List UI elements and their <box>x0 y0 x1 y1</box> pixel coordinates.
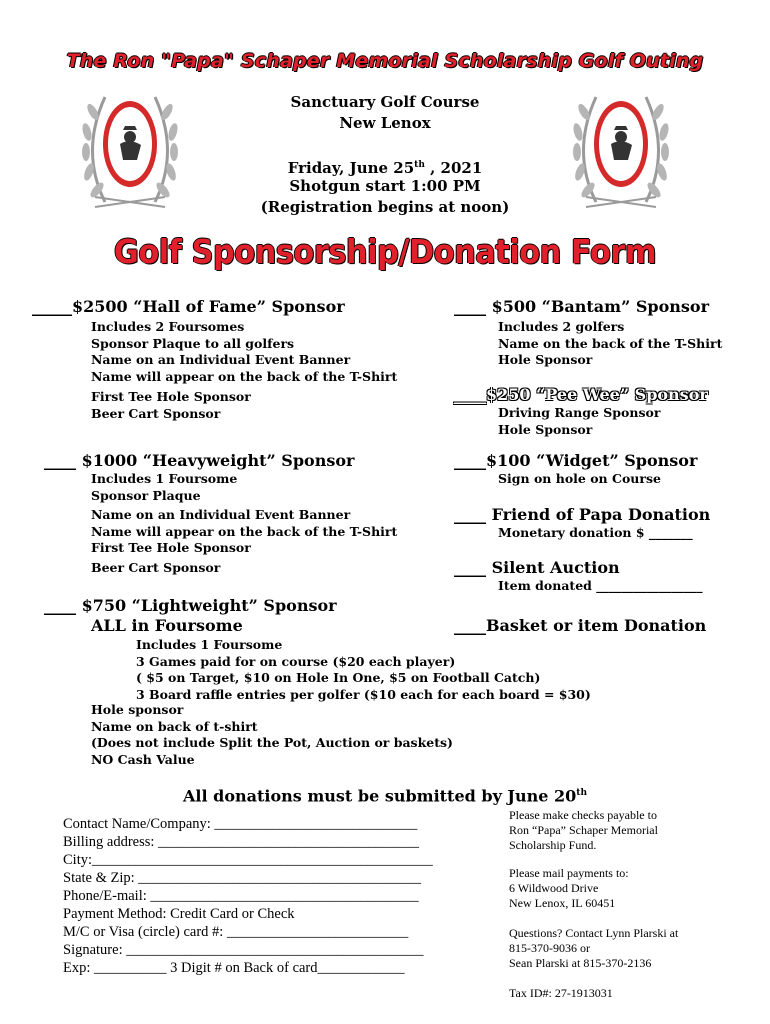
lightweight-extra-benefits <box>91 702 453 768</box>
list-item: Name on the back of the T-Shirt <box>498 335 723 351</box>
shotgun-start: Shotgun start 1:00 PM <box>289 177 481 195</box>
info-line: New Lenox, IL 60451 <box>509 896 616 910</box>
venue-city: New Lenox <box>339 114 431 132</box>
list-item: Hole Sponsor <box>498 421 593 437</box>
contact-name-field[interactable]: Contact Name/Company: ____________________________ <box>63 816 418 832</box>
outing-title: The Ron "Papa" Schaper Memorial Scholarship Golf Outing <box>66 50 704 72</box>
lightweight-benefits <box>136 637 591 703</box>
list-item: Sponsor Plaque to all golfers <box>91 335 295 351</box>
questions-contact-info <box>509 926 678 971</box>
list-item: 3 Games paid for on course ($20 each player) <box>136 653 456 669</box>
list-item: ( $5 on Target, $10 on Hole In One, $5 on Football Catch) <box>136 670 541 685</box>
info-line: Please mail payments to: <box>509 866 629 880</box>
friend-of-papa-field[interactable] <box>498 525 693 542</box>
list-item: Includes 2 golfers <box>498 319 625 334</box>
list-item: Beer Cart Sponsor <box>91 559 221 575</box>
item-donated-field[interactable]: Item donated _________________ <box>498 578 703 593</box>
list-item: (Does not include Split the Pot, Auction or baskets) <box>91 735 453 750</box>
signature-field[interactable]: Signature: _________________________________________ <box>63 942 424 958</box>
tax-id: Tax ID#: 27-1913031 <box>509 986 613 1000</box>
check-payable-info <box>509 808 658 853</box>
info-line: Please make checks payable to <box>509 808 657 822</box>
info-line: 6 Wildwood Drive <box>509 881 599 895</box>
hall-of-fame-heading[interactable]: _____$2500 “Hall of Fame” Sponsor <box>32 297 345 316</box>
form-title: Golf Sponsorship/Donation Form <box>113 232 657 271</box>
mailing-address-info <box>509 866 629 911</box>
contact-form[interactable] <box>63 815 433 977</box>
heavyweight-heading[interactable]: ____ $1000 “Heavyweight” Sponsor <box>44 451 355 470</box>
list-item: Includes 2 Foursomes <box>91 319 245 334</box>
list-item: Sign on hole on Course <box>498 471 661 486</box>
basket-donation-heading[interactable]: ____Basket or item Donation <box>454 616 707 635</box>
bantam-heading[interactable]: ____ $500 “Bantam” Sponsor <box>454 297 710 316</box>
list-item: 3 Board raffle entries per golfer ($10 each for each board = $30) <box>136 686 591 702</box>
bantam-benefits <box>498 319 722 369</box>
info-line: 815-370-9036 or <box>509 941 590 955</box>
list-item: Name on an Individual Event Banner <box>91 507 351 522</box>
friend-of-papa-heading[interactable]: ____ Friend of Papa Donation <box>454 505 711 524</box>
list-item: Sponsor Plaque <box>91 487 201 503</box>
widget-heading[interactable]: ____$100 “Widget” Sponsor <box>454 451 698 470</box>
hall-of-fame-benefits <box>91 319 397 422</box>
info-line: Ron “Papa” Schaper Memorial <box>509 823 658 837</box>
list-item: Includes 1 Foursome <box>91 471 238 486</box>
list-item: Hole sponsor <box>91 702 184 717</box>
list-item: Driving Range Sponsor <box>498 405 661 420</box>
info-line: Scholarship Fund. <box>509 838 597 852</box>
list-item: Name will appear on the back of the T-Shirt <box>91 523 398 539</box>
widget-benefits <box>498 471 661 488</box>
event-date: Friday, June 25th , 2021 <box>287 159 483 177</box>
venue-name: Sanctuary Golf Course <box>290 93 480 111</box>
list-item: Beer Cart Sponsor <box>91 405 221 421</box>
deadline-notice: All donations must be submitted by June 20th <box>183 786 587 806</box>
city-field[interactable]: City:_______________________________________________ <box>63 852 433 868</box>
registration-time: (Registration begins at noon) <box>260 198 510 216</box>
heavyweight-benefits <box>91 471 397 576</box>
list-item: Hole Sponsor <box>498 352 593 367</box>
list-item: NO Cash Value <box>91 751 195 767</box>
silent-auction-field[interactable] <box>498 578 703 595</box>
list-item: Name on an Individual Event Banner <box>91 352 351 367</box>
expiration-cvv-field[interactable]: Exp: __________ 3 Digit # on Back of card____________ <box>63 960 405 976</box>
monetary-donation-field[interactable]: Monetary donation $ _______ <box>498 525 693 540</box>
lightweight-heading[interactable]: ____ $750 “Lightweight” Sponsor <box>44 596 337 615</box>
payment-method-field[interactable]: Payment Method: Credit Card or Check <box>63 906 295 922</box>
state-zip-field[interactable]: State & Zip: _______________________________________ <box>63 870 422 886</box>
card-number-field[interactable]: M/C or Visa (circle) card #: _________________________ <box>63 924 409 940</box>
billing-address-field[interactable]: Billing address: ____________________________________ <box>63 834 420 850</box>
pee-wee-benefits <box>498 405 660 438</box>
list-item: Name on back of t-shirt <box>91 718 258 734</box>
pee-wee-heading[interactable]: ____$250 “Pee Wee” Sponsor <box>454 385 708 404</box>
info-line: Sean Plarski at 815-370-2136 <box>509 956 652 970</box>
lightweight-subheading: ALL in Foursome <box>91 616 243 635</box>
list-item: First Tee Hole Sponsor <box>91 540 251 555</box>
phone-email-field[interactable]: Phone/E-mail: _____________________________________ <box>63 888 419 904</box>
list-item: Name will appear on the back of the T-Shirt <box>91 368 398 384</box>
silent-auction-heading[interactable]: ____ Silent Auction <box>454 558 620 577</box>
info-line: Questions? Contact Lynn Plarski at <box>509 926 679 940</box>
list-item: First Tee Hole Sponsor <box>91 389 251 404</box>
list-item: Includes 1 Foursome <box>136 637 283 652</box>
